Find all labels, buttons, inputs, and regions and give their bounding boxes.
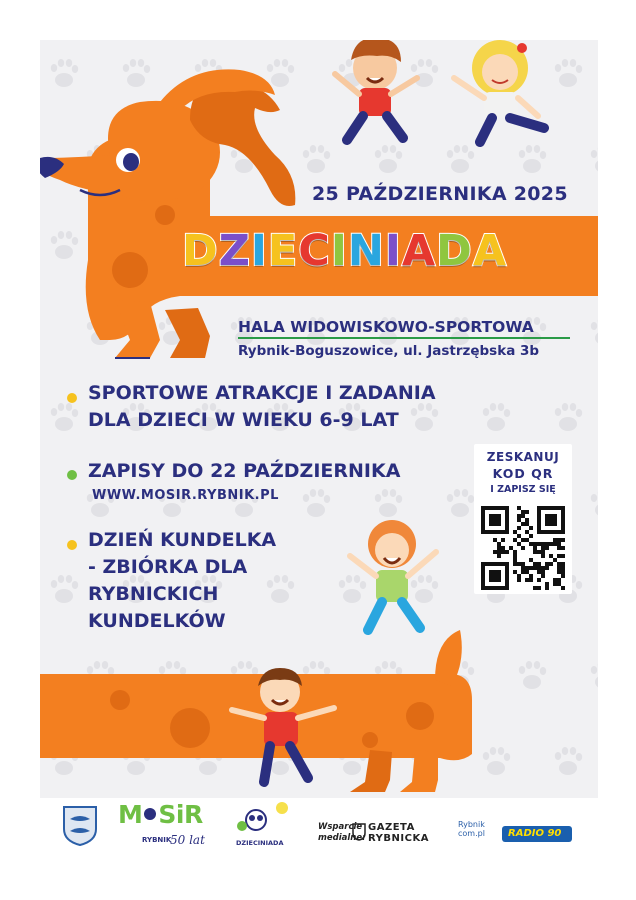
bullet-dot: [67, 393, 77, 403]
title-letter: I: [384, 226, 402, 276]
dzieciniada-logo-icon: [228, 800, 298, 840]
venue-name: HALA WIDOWISKOWO-SPORTOWA: [238, 318, 534, 336]
gazeta-rybnicka-logo: [368, 822, 429, 844]
event-title: [182, 226, 507, 276]
rybnik-coat-of-arms-icon: [62, 805, 98, 847]
jumping-girl-illustration: [440, 40, 560, 150]
jumping-boy-illustration: [325, 40, 435, 148]
list-item-registration: [88, 458, 400, 485]
waving-boy-illustration: [218, 652, 348, 792]
list-item-line: KUNDELKÓW: [88, 610, 226, 632]
gazeta-rybnicka-icon: [352, 823, 366, 841]
list-item-line: DZIEŃ KUNDELKA: [88, 529, 277, 551]
title-letter: D: [436, 226, 473, 276]
radio-90-logo: RADIO 90: [502, 826, 572, 842]
gazeta-logo-line: GAZETA: [368, 822, 415, 833]
registration-link[interactable]: WWW.MOSIR.RYBNIK.PL: [92, 488, 279, 503]
bullet-dot: [67, 540, 77, 550]
title-letter: A: [401, 226, 437, 276]
jumping-redhead-boy-illustration: [340, 508, 450, 638]
mosir-logo-text: SiR: [158, 800, 203, 829]
title-letter: D: [182, 226, 219, 276]
qr-card: [474, 444, 572, 594]
gazeta-logo-line: RYBNICKA: [368, 833, 429, 844]
venue-divider: [238, 337, 570, 339]
mosir-logo-letter: M: [118, 800, 143, 829]
media-support-line: medialne:: [318, 833, 366, 843]
event-date: 25 PAŹDZIERNIKA 2025: [312, 183, 568, 205]
mosir-logo-dot-icon: [144, 808, 156, 820]
title-letter: N: [347, 226, 385, 276]
dzieciniada-logo-label: DZIECINIADA: [236, 839, 284, 847]
qr-text-line: I ZAPISZ SIĘ: [490, 484, 556, 495]
rybnik-com-line: com.pl: [458, 829, 485, 838]
mosir-logo: [118, 800, 203, 829]
title-letter: E: [267, 226, 299, 276]
list-item-line: ZAPISY DO 22 PAŹDZIERNIKA: [88, 460, 401, 482]
bullet-dot: [67, 470, 77, 480]
rybnik-com-logo: [458, 820, 485, 838]
list-item-activities: [88, 380, 436, 434]
qr-text-line: ZESKANUJ: [486, 450, 560, 464]
title-letter: A: [472, 226, 508, 276]
mosir-anniversary-label: 50 lat: [170, 833, 205, 847]
title-letter: I: [250, 226, 268, 276]
title-letter: C: [298, 226, 331, 276]
venue-address: Rybnik-Boguszowice, ul. Jastrzębska 3b: [238, 343, 540, 359]
title-letter: Z: [218, 226, 251, 276]
list-item-dog-day: [88, 527, 276, 635]
mosir-city-label: RYBNIK: [142, 836, 172, 844]
qr-text-line: KOD QR: [492, 466, 554, 481]
rybnik-com-line: Rybnik: [458, 820, 485, 829]
list-item-line: SPORTOWE ATRAKCJE I ZADANIA: [88, 382, 436, 404]
media-support-line: Wsparcie: [318, 822, 363, 832]
title-letter: I: [330, 226, 348, 276]
list-item-line: RYBNICKICH: [88, 583, 219, 605]
qr-code-icon[interactable]: [481, 506, 565, 590]
list-item-line: DLA DZIECI W WIEKU 6-9 LAT: [88, 409, 399, 431]
list-item-line: - ZBIÓRKA DLA: [88, 556, 248, 578]
poster: [40, 40, 598, 798]
